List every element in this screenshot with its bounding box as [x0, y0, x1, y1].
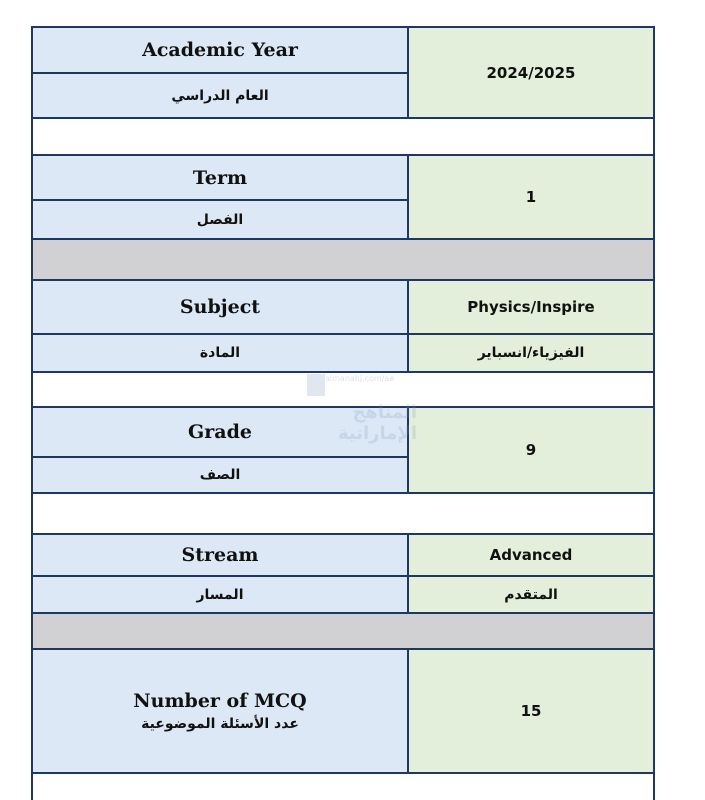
- subject-value-en: Physics/Inspire: [467, 298, 595, 316]
- grade-label-ar: الصف: [199, 467, 241, 483]
- separator-band: [33, 614, 653, 650]
- academic-year-value: 2024/2025: [486, 63, 576, 82]
- watermark-url: almanahj.com/ae: [325, 374, 395, 383]
- subject-label-ar-cell: [33, 335, 409, 373]
- academic-year-value-cell: [409, 28, 653, 119]
- stream-value-en-cell: [409, 535, 653, 577]
- grade-label-en-cell: [33, 408, 409, 458]
- mcq-label-cell: [33, 650, 409, 774]
- term-label-en: Term: [192, 166, 248, 189]
- grade-value-cell: [409, 408, 653, 494]
- stream-label-ar-cell: [33, 577, 409, 614]
- separator-band: [33, 240, 653, 281]
- subject-value-ar-cell: [409, 335, 653, 373]
- stream-label-en: Stream: [181, 544, 259, 566]
- academic-year-label-ar: العام الدراسي: [171, 87, 269, 104]
- term-value-cell: [409, 156, 653, 240]
- term-label-ar-cell: [33, 201, 409, 240]
- spacer-row: [33, 119, 653, 156]
- grade-value: 9: [525, 441, 537, 459]
- mcq-label-en: Number of MCQ: [133, 690, 307, 712]
- spacer-row: [33, 774, 653, 800]
- grade-label-ar-cell: [33, 458, 409, 494]
- stream-label-ar: المسار: [196, 586, 244, 603]
- mcq-label-ar: عدد الأسئلة الموضوعية: [141, 716, 299, 732]
- stream-value-ar: المتقدم: [504, 586, 558, 603]
- stream-label-en-cell: [33, 535, 409, 577]
- mcq-value: 15: [520, 702, 542, 720]
- academic-year-label-ar-cell: [33, 74, 409, 119]
- term-value: 1: [525, 188, 537, 206]
- subject-label-ar: المادة: [199, 345, 241, 361]
- term-label-ar: الفصل: [196, 211, 244, 228]
- mcq-value-cell: [409, 650, 653, 774]
- stream-value-ar-cell: [409, 577, 653, 614]
- subject-label-en: Subject: [179, 296, 261, 318]
- academic-year-label-en: Academic Year: [142, 39, 298, 61]
- subject-value-ar: الفيزياء/انسباير: [477, 345, 585, 361]
- subject-value-en-cell: [409, 281, 653, 335]
- academic-year-label-en-cell: [33, 28, 409, 74]
- term-label-en-cell: [33, 156, 409, 201]
- exam-info-table: [31, 26, 655, 800]
- subject-label-en-cell: [33, 281, 409, 335]
- stream-value-en: Advanced: [489, 546, 573, 564]
- grade-label-en: Grade: [188, 421, 252, 443]
- spacer-row: [33, 494, 653, 535]
- spacer-row: [33, 373, 653, 408]
- watermark-name: المناهج الإماراتية: [337, 402, 417, 444]
